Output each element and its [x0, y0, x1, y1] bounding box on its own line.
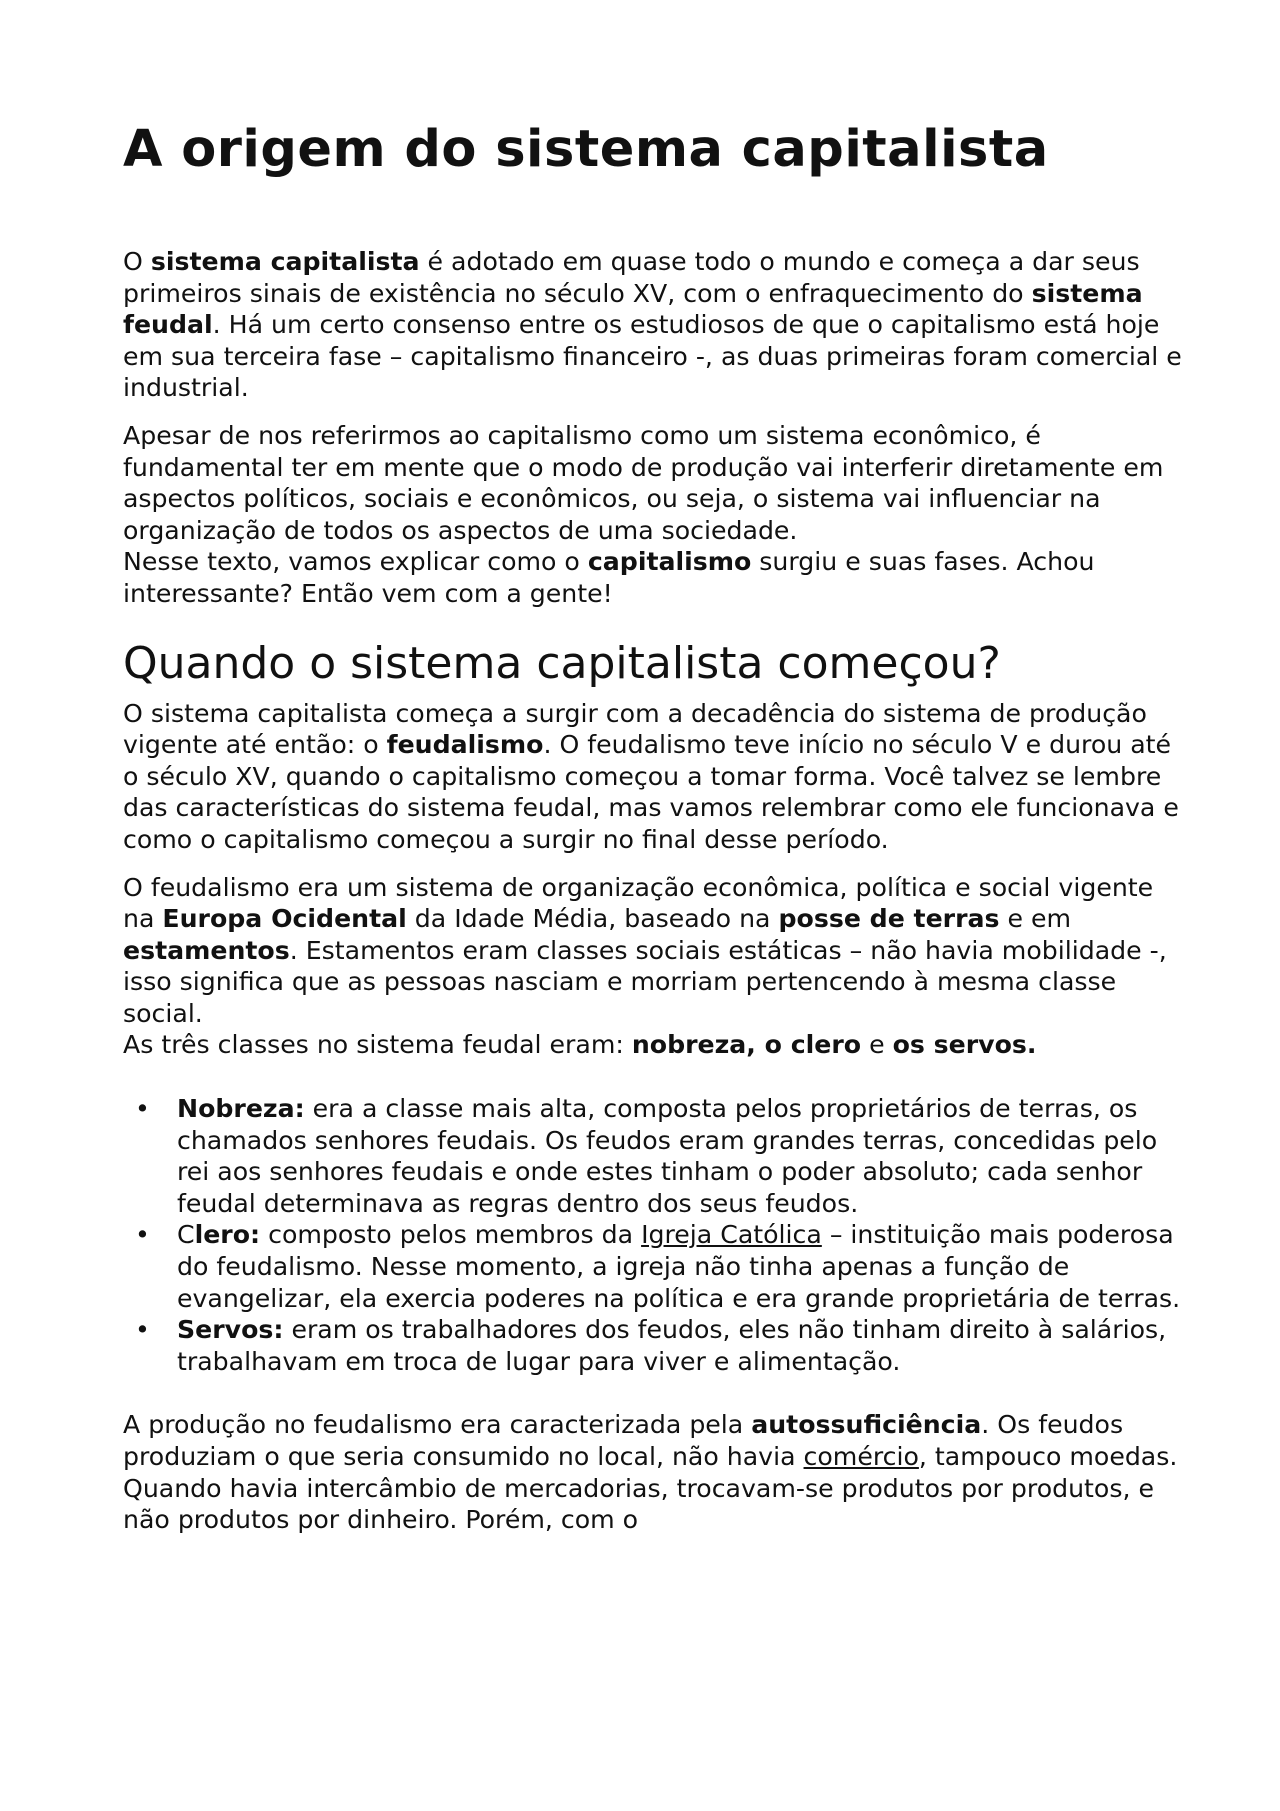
intro-paragraph-2: Apesar de nos referirmos ao capitalismo como um sistema econômico, é fundamental ter em mente que o modo de produção vai interferir diretamente em aspectos políticos, sociais e econômicos, ou seja, o sistema vai influenciar na organização de todos os aspectos de uma sociedade. Nesse texto, vamos explicar como o capitalismo surgiu e suas fases. Achou interessante? Então vem com a gente! [123, 420, 1164, 608]
list-item-label: lero: [194, 1220, 261, 1250]
bullet-icon: • [135, 1315, 150, 1345]
bold-term-autossuficiencia: autossuficiência [751, 1410, 982, 1440]
list-item-label: Servos: [177, 1315, 284, 1345]
intro-paragraph-1: O sistema capitalista é adotado em quase todo o mundo e começa a dar seus primeiros sinais de existência no século XV, com o enfraquecimento do sistema feudal. Há um certo consenso entre os estudiosos de que o capitalismo está hoje em sua terceira fase – capitalismo financeiro -, as duas primeiras foram comercial e industrial. [123, 247, 1182, 403]
bold-term-sistema-capitalista: sistema capitalista [150, 247, 420, 276]
link-comercio[interactable]: comércio [803, 1442, 919, 1471]
list-item-servos: • Servos: eram os trabalhadores dos feudos, eles não tinham direito à salários, trabalhavam em troca de lugar para viver e alimentação. [135, 1315, 1167, 1376]
document-page [123, 120, 1183, 1536]
bullet-icon: • [135, 1094, 150, 1124]
section-paragraph-2: O feudalismo era um sistema de organização econômica, política e social vigente na Europa Ocidental da Idade Média, baseado na posse de terras e em estamentos. Estamentos eram classes sociais estáticas – não havia mobilidade -, isso significa que as pessoas nasciam e morriam pertencendo à mesma classe social. As três classes no sistema feudal eram: nobreza, o clero e os servos. [123, 872, 1167, 1060]
bold-term-estamentos: estamentos [123, 935, 290, 965]
bold-term-europa-ocidental: Europa Ocidental [162, 904, 407, 934]
list-item-clero: • Clero: composto pelos membros da Igreja Católica – instituição mais poderosa do feudalismo. Nesse momento, a igreja não tinha apenas a função de evangelizar, ela exercia poderes na política e era grande proprietária de terras. [135, 1220, 1181, 1313]
section-paragraph-1: O sistema capitalista começa a surgir com a decadência do sistema de produção vigente até então: o feudalismo. O feudalismo teve início no século V e durou até o século XV, quando o capitalismo começou a tomar forma. Você talvez se lembre das características do sistema feudal, mas vamos relembrar como ele funcionava e como o capitalismo começou a surgir no final desse período. [123, 698, 1179, 854]
bold-term-capitalismo: capitalismo [587, 547, 752, 577]
bullet-icon: • [135, 1220, 150, 1250]
list-item-label: Nobreza: [177, 1094, 305, 1124]
bold-term-nobreza-clero: nobreza, o clero [631, 1030, 862, 1060]
bold-term-feudalismo: feudalismo [386, 730, 544, 760]
section-paragraph-3: A produção no feudalismo era caracterizada pela autossuficiência. Os feudos produziam o que seria consumido no local, não havia comércio, tampouco moedas. Quando havia intercâmbio de mercadorias, trocavam-se produtos por produtos, e não produtos por dinheiro. Porém, com o [123, 1410, 1178, 1535]
bold-term-servos: os servos. [892, 1030, 1037, 1060]
list-item-nobreza: • Nobreza: era a classe mais alta, composta pelos proprietários de terras, os chamados senhores feudais. Os feudos eram grandes terras, concedidas pelo rei aos senhores feudais e onde estes tinham o poder absoluto; cada senhor feudal determinava as regras dentro dos seus feudos. [135, 1094, 1158, 1218]
feudal-classes-list [123, 1093, 1183, 1377]
page-title: A origem do sistema capitalista [123, 120, 1049, 179]
bold-term-sistema-feudal: sistema feudal [123, 278, 1143, 340]
link-igreja-catolica[interactable]: Igreja Católica [641, 1220, 822, 1250]
section-heading: Quando o sistema capitalista começou? [123, 637, 1001, 689]
bold-term-posse-de-terras: posse de terras [778, 904, 1000, 934]
